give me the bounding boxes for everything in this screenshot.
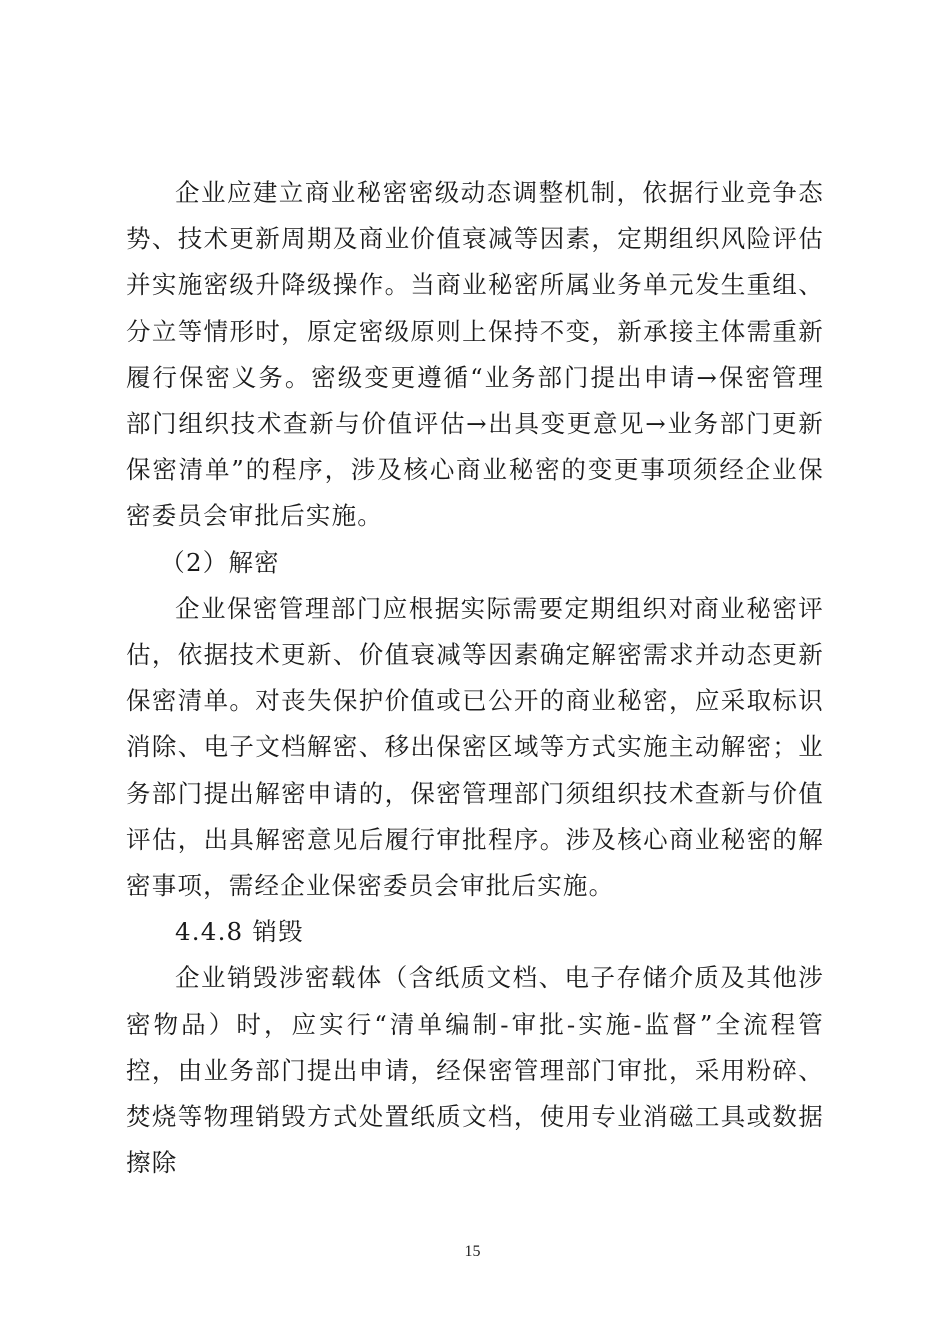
page-number: 15 xyxy=(464,1243,481,1260)
body-text xyxy=(126,170,824,1186)
section-heading-destruction: 4.4.8 销毁 xyxy=(175,917,304,947)
paragraph-destruction: 企业销毁涉密载体（含纸质文档、电子存储介质及其他涉密物品）时，应实行“清单编制-审批-实施-监督”全流程管控，由业务部门提出申请，经保密管理部门审批，采用粉碎、焚烧等物理销毁方式处置纸质文档，使用专业消磁工具或数据擦除 xyxy=(126,963,824,1178)
paragraph-secret-level-adjustment: 企业应建立商业秘密密级动态调整机制，依据行业竞争态势、技术更新周期及商业价值衰减等因素，定期组织风险评估并实施密级升降级操作。当商业秘密所属业务单元发生重组、分立等情形时，原定密级原则上保持不变，新承接主体需重新履行保密义务。密级变更遵循“业务部门提出申请→保密管理部门组织技术查新与价值评估→出具变更意见→业务部门更新保密清单”的程序，涉及核心商业秘密的变更事项须经企业保密委员会审批后实施。 xyxy=(126,178,824,531)
subheading-declassification: （2）解密 xyxy=(160,547,280,577)
paragraph-declassification: 企业保密管理部门应根据实际需要定期组织对商业秘密评估，依据技术更新、价值衰减等因素确定解密需求并动态更新保密清单。对丧失保护价值或已公开的商业秘密，应采取标识消除、电子文档解密、移出保密区域等方式实施主动解密；业务部门提出解密申请的，保密管理部门须组织技术查新与价值评估，出具解密意见后履行审批程序。涉及核心商业秘密的解密事项，需经企业保密委员会审批后实施。 xyxy=(126,593,824,901)
